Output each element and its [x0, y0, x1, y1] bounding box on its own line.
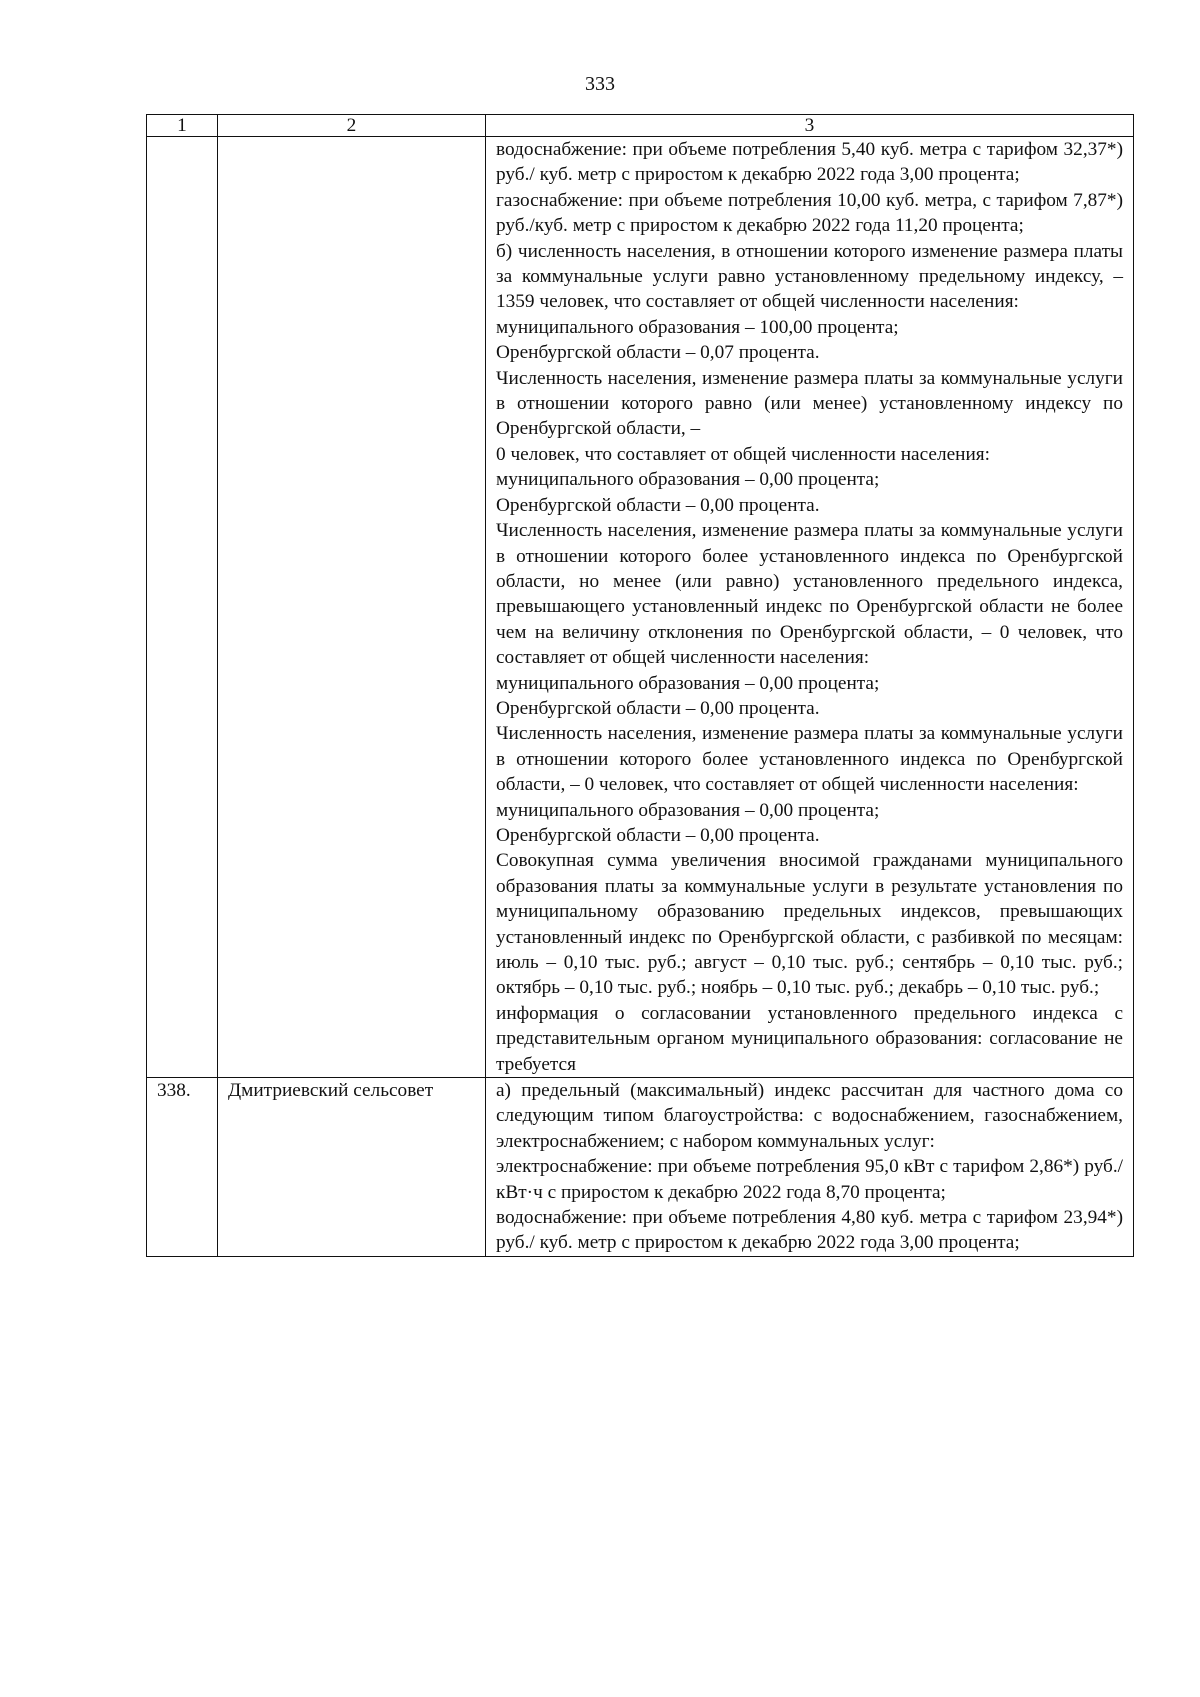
paragraph-municipality-share: муниципального образования – 0,00 процента; — [496, 799, 880, 821]
paragraph-gas-supply: газоснабжение: при объеме потребления 10,00 куб. метра, с тарифом 7,87*) руб./куб. метр с приростом к декабрю 2022 года 11,20 процента; — [496, 189, 1123, 237]
paragraph-population-count: 0 человек, что составляет от общей численности населения: — [496, 443, 990, 465]
paragraph-municipality-share: муниципального образования – 0,00 процента; — [496, 469, 880, 491]
paragraph-region-share: Оренбургской области – 0,00 процента. — [496, 494, 820, 516]
municipality-name-cell: Дмитриевский сельсовет — [218, 1078, 486, 1257]
column-header-1: 1 — [147, 115, 218, 137]
paragraph-region-share: Оренбургской области – 0,00 процента. — [496, 824, 820, 846]
paragraph-water-supply: водоснабжение: при объеме потребления 4,80 куб. метра с тарифом 23,94*) руб./ куб. метр с приростом к декабрю 2022 года 3,00 процента; — [496, 1207, 1123, 1254]
page-number: 333 — [585, 73, 615, 95]
paragraph-water-supply: водоснабжение: при объеме потребления 5,40 куб. метра с тарифом 32,37*) руб./ куб. метр с приростом к декабрю 2022 года 3,00 процента; — [496, 139, 1123, 186]
paragraph-total-increase: Совокупная сумма увеличения вносимой гражданами муниципального образования платы за коммунальные услуги в результате установления по муниципальному образованию предельных индексов, превышающих установленный индекс по Оренбургской области, с разбивкой по месяцам: июль – 0,10 тыс. руб.; август – 0,10 тыс. руб.; сентябрь – 0,10 тыс. руб.; октябрь – 0,10 тыс. руб.; ноябрь – 0,10 тыс. руб.; декабрь – 0,10 тыс. руб.; — [496, 850, 1123, 999]
row-number-cell — [147, 137, 218, 1078]
paragraph-approval-info: информация о согласовании установленного предельного индекса с представительным органом муниципального образования: согласование не требуется — [496, 1002, 1123, 1075]
paragraph-region-share: Оренбургской области – 0,00 процента. — [496, 697, 820, 719]
paragraph-population-less: Численность населения, изменение размера платы за коммунальные услуги в отношении которого равно (или менее) установленному индексу по Оренбургской области, – — [496, 367, 1123, 440]
table-header-row — [147, 115, 1134, 137]
paragraph-municipality-share: муниципального образования – 100,00 процента; — [496, 316, 899, 338]
column-header-2: 2 — [218, 115, 486, 137]
paragraph-population-equal: б) численность населения, в отношении которого изменение размера платы за коммунальные услуги равно установленному предельному индексу, – 1359 человек, что составляет от общей численности населения: — [496, 240, 1123, 313]
paragraph-electricity-supply: электроснабжение: при объеме потребления 95,0 кВт с тарифом 2,86*) руб./кВт·ч с приростом к декабрю 2022 года 8,70 процента; — [496, 1156, 1123, 1203]
row-number-cell: 338. — [147, 1078, 218, 1257]
municipality-name-cell — [218, 137, 486, 1078]
column-header-3: 3 — [486, 115, 1134, 137]
index-description-cell — [486, 137, 1134, 1078]
paragraph-index-basis: а) предельный (максимальный) индекс рассчитан для частного дома со следующим типом благоустройства: с водоснабжением, газоснабжением, электроснабжением; с набором коммунальных услуг: — [496, 1080, 1123, 1152]
paragraph-population-deviation: Численность населения, изменение размера платы за коммунальные услуги в отношении которого более установленного индекса по Оренбургской области, но менее (или равно) установленного предельного индекса, превышающего установленный индекс по Оренбургской области не более чем на величину отклонения по Оренбургской области, – 0 человек, что составляет от общей численности населения: — [496, 520, 1123, 669]
paragraph-region-share: Оренбургской области – 0,07 процента. — [496, 342, 820, 364]
table-row — [147, 1078, 1134, 1257]
paragraph-municipality-share: муниципального образования – 0,00 процента; — [496, 672, 880, 694]
paragraph-population-more: Численность населения, изменение размера платы за коммунальные услуги в отношении которого более установленного индекса по Оренбургской области, – 0 человек, что составляет от общей численности населения: — [496, 723, 1123, 796]
index-description-cell — [486, 1078, 1134, 1257]
table-row — [147, 137, 1134, 1078]
municipal-index-table — [146, 114, 1134, 1257]
